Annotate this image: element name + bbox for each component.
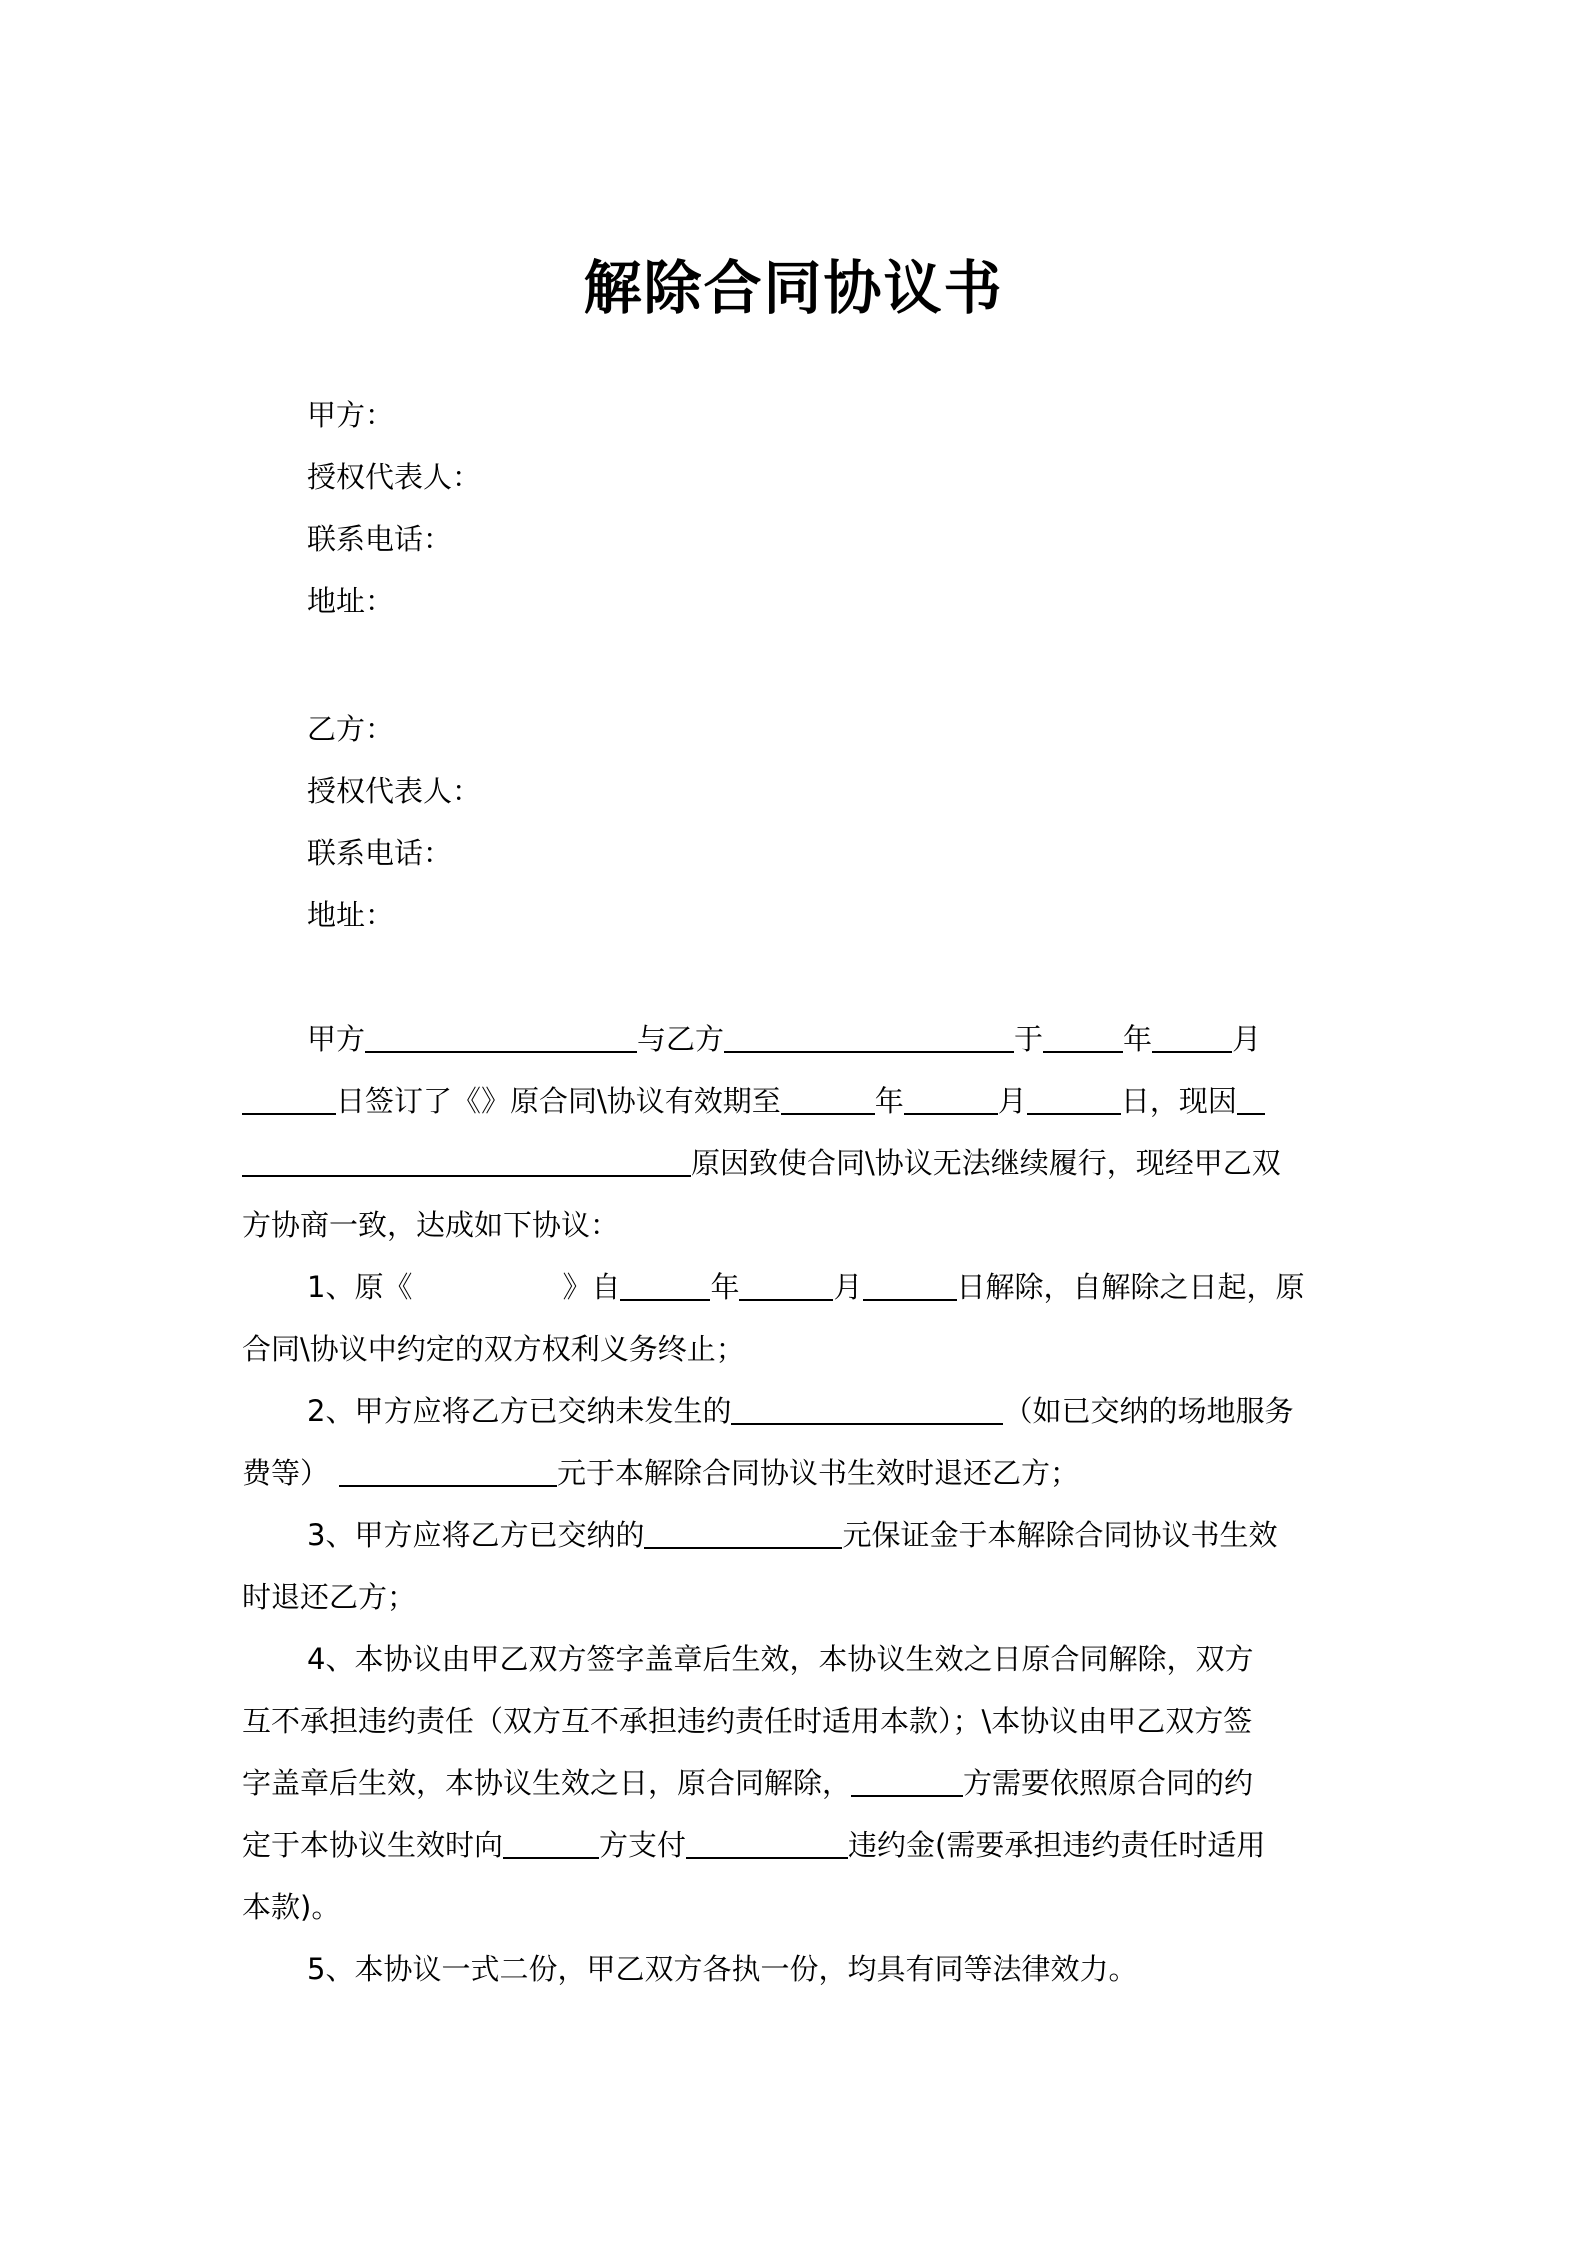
- party-b-block: [307, 698, 481, 946]
- clause-text: 元于本解除合同协议书生效时退还乙方；: [557, 1456, 1080, 1490]
- penalty-amount-blank: [686, 1827, 848, 1859]
- clause-text: 4、本协议由甲乙双方签字盖章后生效，本协议生效之日原合同解除，双方: [307, 1642, 1254, 1676]
- party-a-address-label: 地址：: [307, 584, 395, 618]
- clause-text: 月: [833, 1270, 863, 1304]
- intro-text: 日签订了《》原合同\协议有效期至: [336, 1084, 781, 1118]
- clause-4-line-4: [242, 1814, 1354, 1876]
- party-a-block: [307, 384, 481, 632]
- intro-text: 日，现因: [1120, 1084, 1237, 1118]
- clause-text: 年: [710, 1270, 740, 1304]
- clause-text: 方支付: [599, 1828, 687, 1862]
- clause-text: 3、甲方应将乙方已交纳的: [307, 1518, 645, 1552]
- clause-1-line-2: [242, 1318, 1354, 1380]
- sign-year-blank: [1043, 1021, 1123, 1053]
- clause-4-line-1: [242, 1628, 1354, 1690]
- unused-fee-blank: [731, 1393, 1003, 1425]
- clause-3-line-1: [242, 1504, 1354, 1566]
- clause-text: 定于本协议生效时向: [242, 1828, 504, 1862]
- clause-text: 时退还乙方；: [242, 1580, 417, 1614]
- clause-2-line-1: [242, 1380, 1354, 1442]
- intro-text: 年: [1123, 1022, 1153, 1056]
- agreement-body: [242, 1008, 1354, 2000]
- party-a-name-label: 甲方：: [307, 398, 395, 432]
- clause-text: 违约金(需要承担违约责任时适用: [848, 1828, 1266, 1862]
- intro-line-4: [242, 1194, 1354, 1256]
- refund-amount-blank: [339, 1455, 557, 1487]
- intro-text: 原因致使合同\协议无法继续履行，现经甲乙双: [691, 1146, 1281, 1180]
- party-b-phone-label: 联系电话：: [307, 836, 453, 870]
- clause-text: 费等）: [242, 1456, 330, 1490]
- intro-text: 月: [1232, 1022, 1262, 1056]
- sign-month-blank: [1152, 1021, 1232, 1053]
- clause-text: 日解除，自解除之日起，原: [956, 1270, 1305, 1304]
- intro-text: 年: [874, 1084, 904, 1118]
- party-b-rep-label: 授权代表人：: [307, 774, 482, 808]
- clause-4-line-5: [242, 1876, 1354, 1938]
- clause-text: 元保证金于本解除合同协议书生效: [842, 1518, 1278, 1552]
- clause-text: 2、甲方应将乙方已交纳未发生的: [307, 1394, 732, 1428]
- clause-text: 》自: [562, 1270, 621, 1304]
- party-a-blank: [365, 1021, 637, 1053]
- breaching-party-blank: [851, 1765, 963, 1797]
- party-a-phone-label: 联系电话：: [307, 522, 453, 556]
- receiving-party-blank: [503, 1827, 599, 1859]
- document-title: 解除合同协议书: [583, 254, 1004, 322]
- clause-text: 字盖章后生效，本协议生效之日，原合同解除，: [242, 1766, 852, 1800]
- clause-text: 互不承担违约责任（双方互不承担违约责任时适用本款）；\本协议由甲乙双方签: [242, 1704, 1253, 1738]
- clause-5-line-1: [242, 1938, 1354, 2000]
- terminate-year-blank: [620, 1269, 710, 1301]
- sign-day-blank: [242, 1083, 336, 1115]
- clause-text: 5、本协议一式二份，甲乙双方各执一份，均具有同等法律效力。: [307, 1952, 1138, 1986]
- clause-text: 合同\协议中约定的双方权利义务终止；: [242, 1332, 745, 1366]
- clause-text: 方需要依照原合同的约: [963, 1766, 1254, 1800]
- clause-4-line-3: [242, 1752, 1354, 1814]
- valid-day-blank: [1027, 1083, 1121, 1115]
- intro-line-2: [242, 1070, 1354, 1132]
- valid-year-blank: [781, 1083, 875, 1115]
- clause-text: 1、原《: [307, 1270, 413, 1304]
- party-a-rep-label: 授权代表人：: [307, 460, 482, 494]
- reason-blank: [242, 1145, 691, 1177]
- intro-line-1: [242, 1008, 1354, 1070]
- clause-text: （如已交纳的场地服务: [1003, 1394, 1294, 1428]
- clause-3-line-2: [242, 1566, 1354, 1628]
- intro-text: 甲方: [307, 1022, 366, 1056]
- terminate-day-blank: [863, 1269, 957, 1301]
- party-b-address-label: 地址：: [307, 898, 395, 932]
- clause-text: 本款)。: [242, 1890, 341, 1924]
- clause-4-line-2: [242, 1690, 1354, 1752]
- reason-blank-start: [1237, 1083, 1265, 1115]
- intro-line-3: [242, 1132, 1354, 1194]
- intro-text: 月: [997, 1084, 1027, 1118]
- intro-text: 于: [1014, 1022, 1044, 1056]
- clause-1-line-1: [242, 1256, 1354, 1318]
- intro-text: 与乙方: [637, 1022, 725, 1056]
- clause-2-line-2: [242, 1442, 1354, 1504]
- terminate-month-blank: [739, 1269, 833, 1301]
- valid-month-blank: [904, 1083, 998, 1115]
- party-b-name-label: 乙方：: [307, 712, 395, 746]
- party-b-blank: [724, 1021, 1014, 1053]
- intro-text: 方协商一致，达成如下协议：: [242, 1208, 620, 1242]
- deposit-amount-blank: [644, 1517, 842, 1549]
